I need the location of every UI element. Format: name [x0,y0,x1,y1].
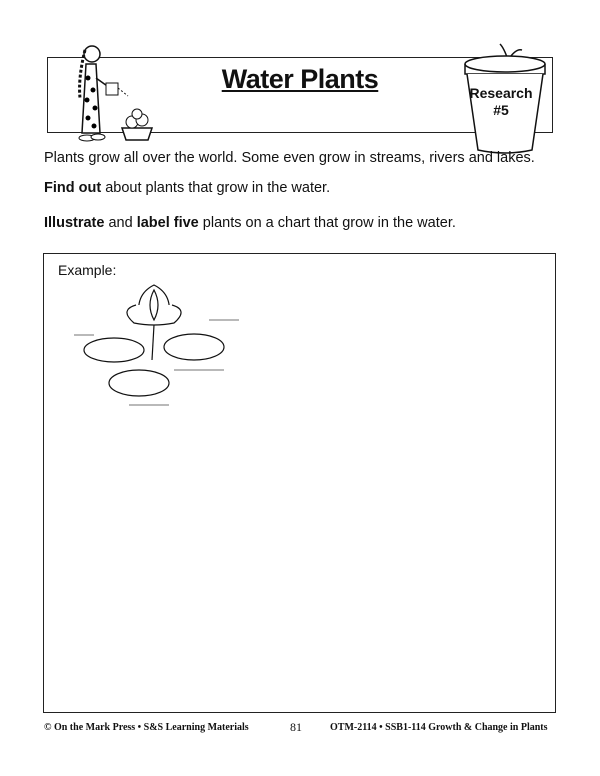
illustrate-rest: plants on a chart that grow in the water. [198,215,456,231]
page-number: 81 [290,720,302,734]
water-lily-illustration [74,265,244,415]
and-text: and [104,215,137,231]
example-label: Example: [58,262,117,278]
intro-text: Plants grow all over the world. Some even grow in streams, rivers and lakes. [44,150,535,166]
girl-watering-plant-illustration [60,38,160,158]
illustrate-bold: Illustrate [44,215,105,231]
find-out-instruction [44,180,330,196]
research-badge-number: #5 [493,102,509,118]
illustrate-instruction [44,215,456,231]
footer-publisher: © On the Mark Press • S&S Learning Materials [44,722,249,733]
find-out-rest: about plants that grow in the water. [101,180,331,196]
research-badge [466,85,536,119]
page-title: Water Plants [221,64,379,94]
research-badge-label: Research [469,85,533,101]
find-out-bold: Find out [44,180,102,196]
footer-series: OTM-2114 • SSB1-114 Growth & Change in Plants [330,722,548,733]
label-five-bold: label five [136,215,199,231]
